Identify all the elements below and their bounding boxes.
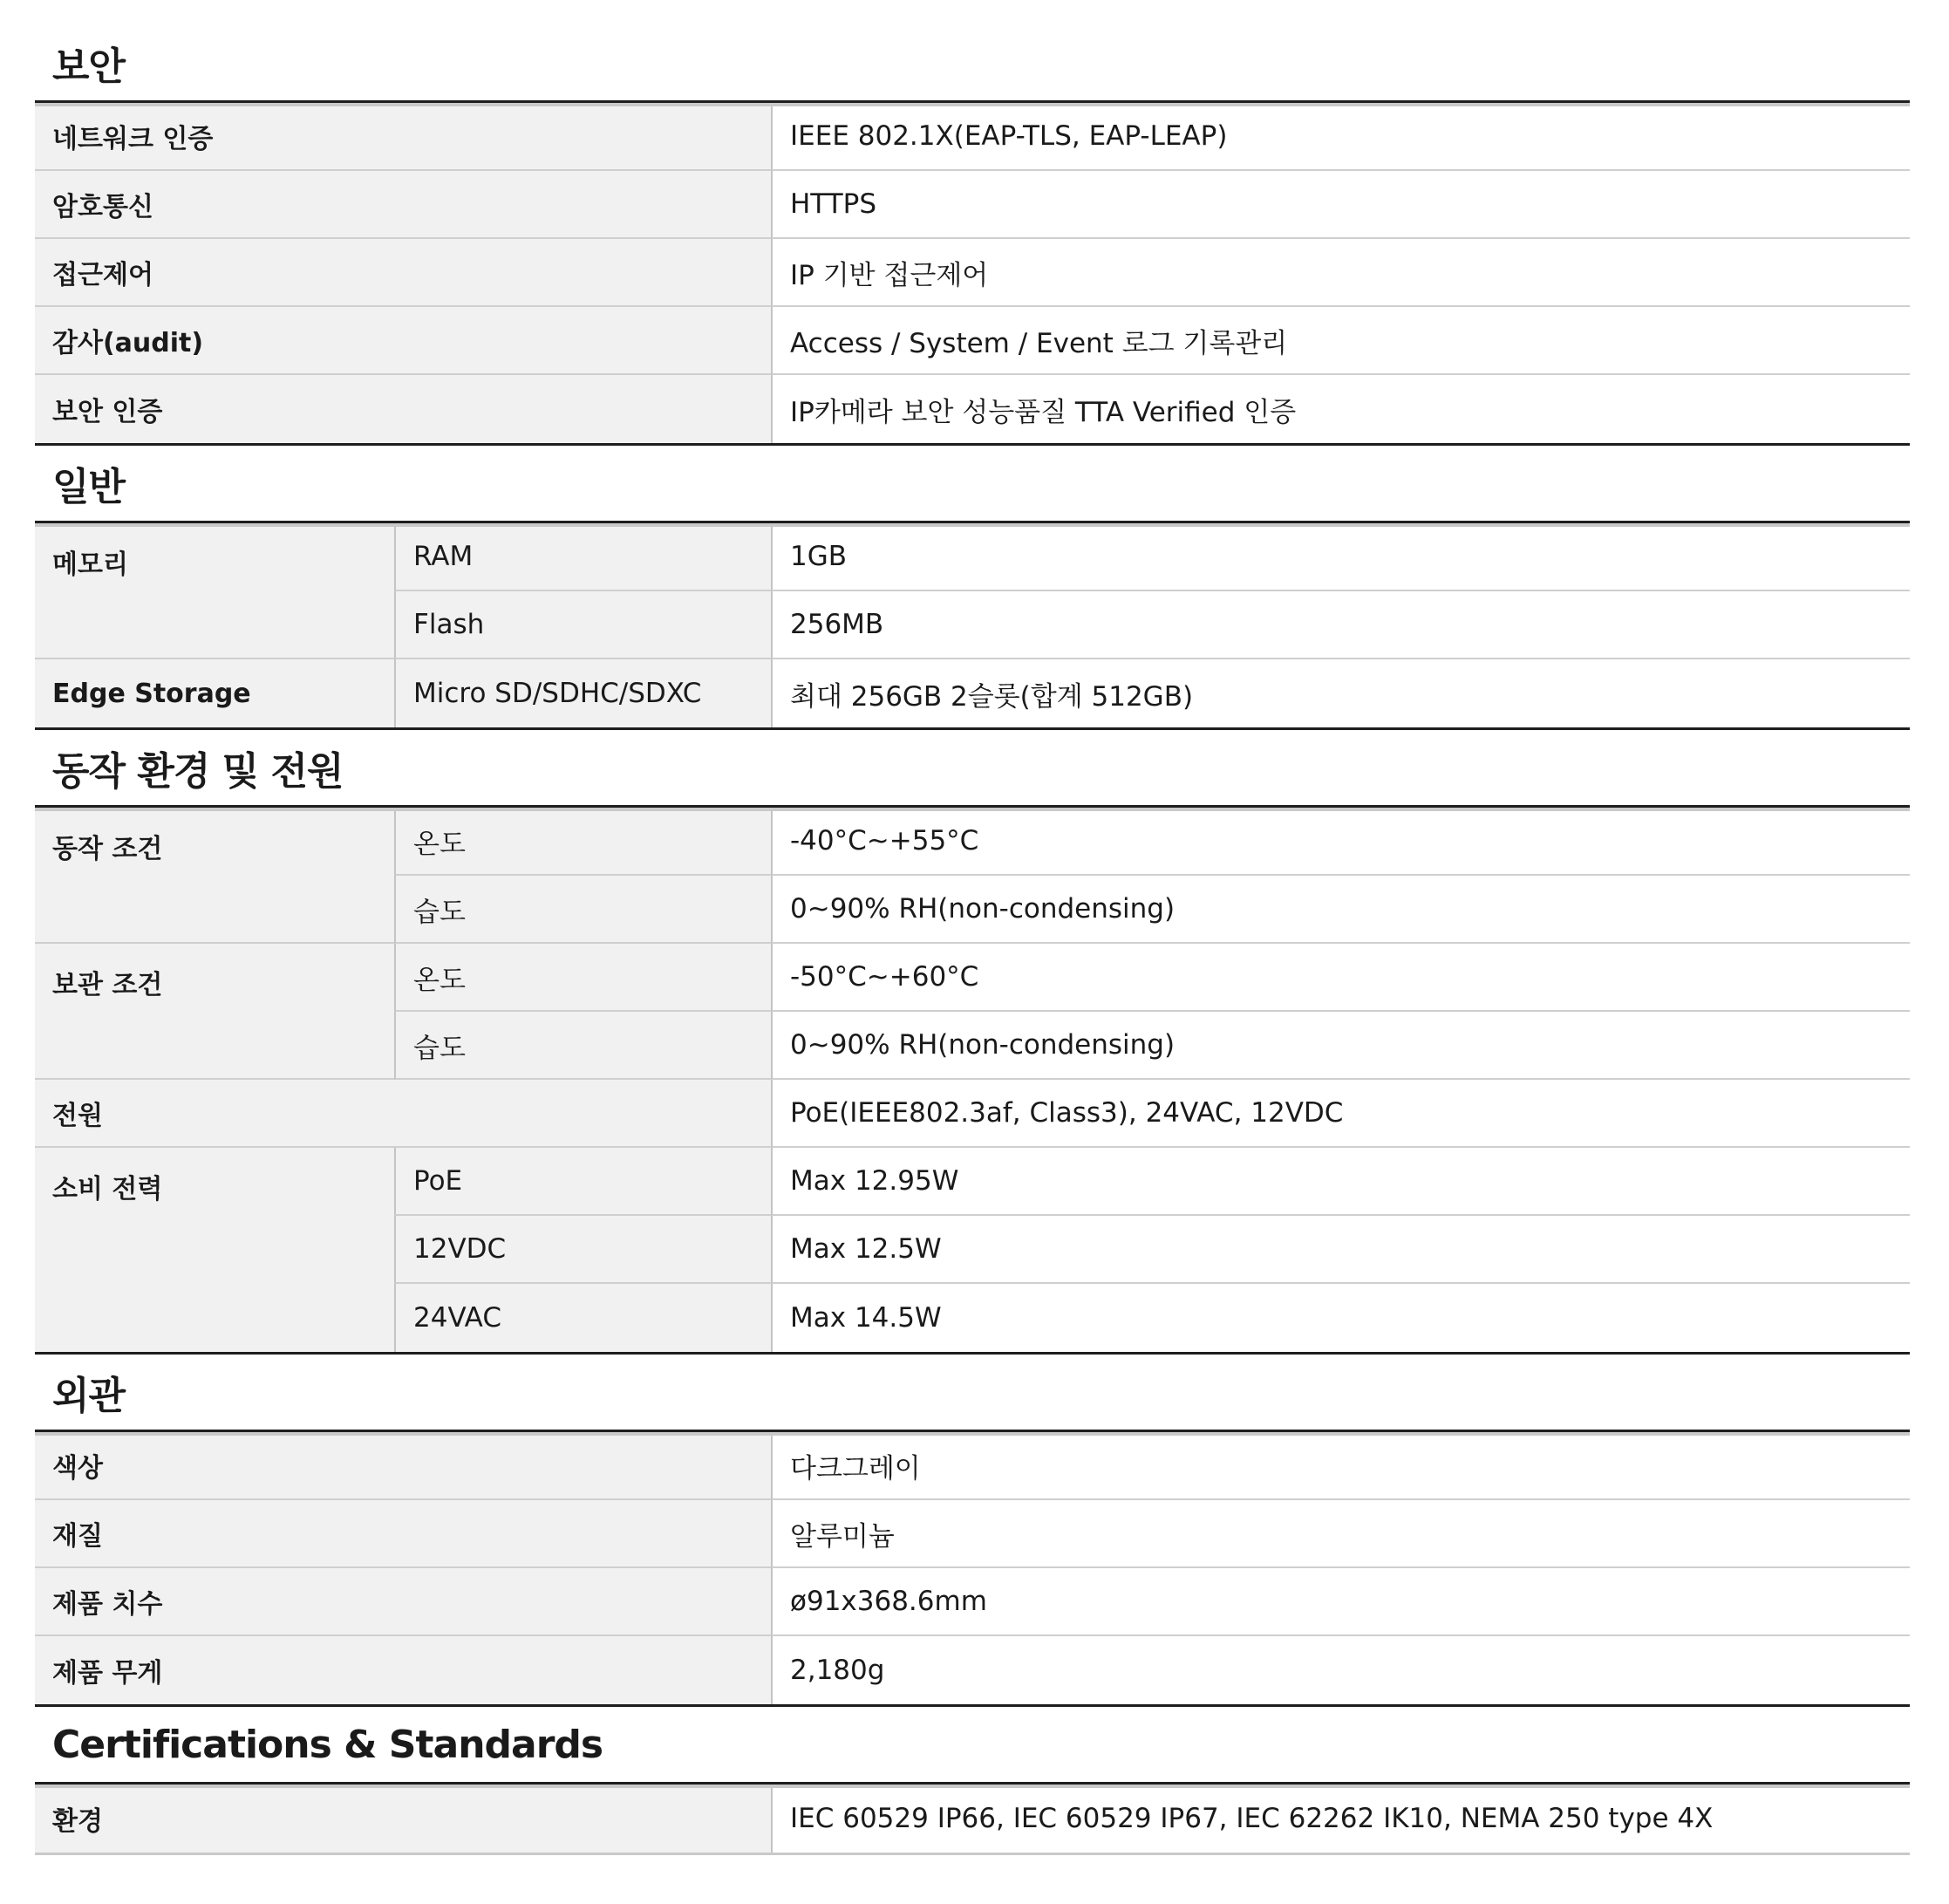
- section-environment: [35, 730, 1910, 1355]
- row-label: 접근제어: [35, 239, 771, 307]
- row-sublabel: RAM: [394, 523, 771, 591]
- section-security: [35, 25, 1910, 446]
- row-value: Max 12.5W: [771, 1216, 1910, 1284]
- row-label: 동작 조건: [35, 808, 394, 944]
- row-label: 재질: [35, 1500, 771, 1568]
- security-table: [35, 100, 1910, 446]
- general-table: [35, 521, 1910, 730]
- section-title: 동작 환경 및 전원: [52, 749, 344, 794]
- row-value: -40°C~+55°C: [771, 808, 1910, 876]
- row-label: 전원: [35, 1080, 771, 1148]
- row-value: 최대 256GB 2슬롯(합계 512GB): [771, 659, 1910, 727]
- section-appearance: [35, 1355, 1910, 1707]
- row-label: 네트워크 인증: [35, 103, 771, 171]
- row-label: 메모리: [35, 523, 394, 659]
- section-certifications: [35, 1707, 1910, 1855]
- section-title: Certifications & Standards: [52, 1722, 603, 1767]
- row-value: ø91x368.6mm: [771, 1568, 1910, 1636]
- section-title: 일반: [52, 465, 126, 509]
- row-sublabel: Micro SD/SDHC/SDXC: [394, 659, 771, 727]
- row-label: 제품 무게: [35, 1636, 771, 1704]
- row-sublabel: 24VAC: [394, 1284, 771, 1352]
- row-value: 0~90% RH(non-condensing): [771, 876, 1910, 944]
- row-value: Max 14.5W: [771, 1284, 1910, 1352]
- certifications-table: [35, 1782, 1910, 1855]
- row-value: 알루미늄: [771, 1500, 1910, 1568]
- row-value: 2,180g: [771, 1636, 1910, 1704]
- row-value: 256MB: [771, 591, 1910, 659]
- row-sublabel: 온도: [394, 944, 771, 1012]
- row-label: Edge Storage: [35, 659, 394, 727]
- row-value: Max 12.95W: [771, 1148, 1910, 1216]
- row-label: 보안 인증: [35, 375, 771, 443]
- row-value: PoE(IEEE802.3af, Class3), 24VAC, 12VDC: [771, 1080, 1910, 1148]
- row-value: IP카메라 보안 성능품질 TTA Verified 인증: [771, 375, 1910, 443]
- row-label: 암호통신: [35, 171, 771, 239]
- row-value: 0~90% RH(non-condensing): [771, 1012, 1910, 1080]
- row-sublabel: PoE: [394, 1148, 771, 1216]
- row-label: 제품 치수: [35, 1568, 771, 1636]
- spec-sheet: [35, 25, 1910, 1855]
- row-value: -50°C~+60°C: [771, 944, 1910, 1012]
- row-value: IEC 60529 IP66, IEC 60529 IP67, IEC 62262 IK10, NEMA 250 type 4X: [771, 1785, 1910, 1853]
- row-value: IP 기반 접근제어: [771, 239, 1910, 307]
- row-value: IEEE 802.1X(EAP-TLS, EAP-LEAP): [771, 103, 1910, 171]
- row-value: 1GB: [771, 523, 1910, 591]
- row-label: 보관 조건: [35, 944, 394, 1080]
- row-value: HTTPS: [771, 171, 1910, 239]
- appearance-table: [35, 1430, 1910, 1707]
- section-general: [35, 446, 1910, 730]
- row-value: 다크그레이: [771, 1432, 1910, 1500]
- section-title: 외관: [52, 1374, 126, 1418]
- environment-table: [35, 805, 1910, 1355]
- row-sublabel: Flash: [394, 591, 771, 659]
- row-sublabel: 온도: [394, 808, 771, 876]
- section-title: 보안: [52, 44, 126, 89]
- row-value: Access / System / Event 로그 기록관리: [771, 307, 1910, 375]
- row-label: 색상: [35, 1432, 771, 1500]
- row-label: 소비 전력: [35, 1148, 394, 1352]
- row-label: 감사(audit): [35, 307, 771, 375]
- row-sublabel: 습도: [394, 876, 771, 944]
- row-sublabel: 12VDC: [394, 1216, 771, 1284]
- row-sublabel: 습도: [394, 1012, 771, 1080]
- row-label: 환경: [35, 1785, 771, 1853]
